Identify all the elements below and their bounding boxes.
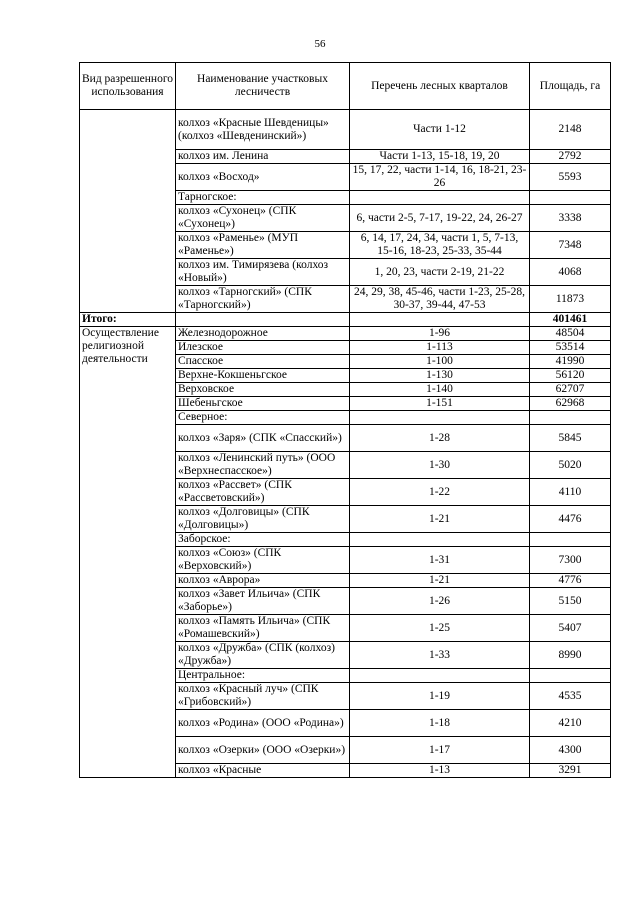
area-value: 48504 [530,327,611,341]
area-value [530,669,611,683]
area-value: 5845 [530,425,611,452]
forestry-name: колхоз «Заря» (СПК «Спасский») [176,425,350,452]
area-value: 7348 [530,232,611,259]
forestry-name: колхоз им. Ленина [176,150,350,164]
area-value: 2792 [530,150,611,164]
forestry-name: колхоз «Дружба» (СПК (колхоз) «Дружба») [176,642,350,669]
forestry-name: колхоз «Родина» (ООО «Родина») [176,710,350,737]
empty-cell [176,313,350,327]
table-row [80,110,611,150]
quarters-list: 1-130 [350,369,530,383]
forestry-name: колхоз «Память Ильича» (СПК «Ромашевский») [176,615,350,642]
forestry-name: колхоз «Аврора» [176,574,350,588]
forestry-name: колхоз «Озерки» (ООО «Озерки») [176,737,350,764]
area-value: 4110 [530,479,611,506]
quarters-list: 1-113 [350,341,530,355]
quarters-list: 1-100 [350,355,530,369]
quarters-list: 15, 17, 22, части 1-14, 16, 18-21, 23-26 [350,164,530,191]
area-value: 4776 [530,574,611,588]
area-value: 4068 [530,259,611,286]
quarters-list [350,669,530,683]
quarters-list: 1-30 [350,452,530,479]
header-row [80,63,611,110]
forestry-name: Спасское [176,355,350,369]
forestry-name: колхоз «Долговицы» (СПК «Долговицы») [176,506,350,533]
area-value: 7300 [530,547,611,574]
forestry-name: Железнодорожное [176,327,350,341]
forestry-name: колхоз «Ленинский путь» (ООО «Верхнеспасское») [176,452,350,479]
header-area: Площадь, га [530,63,611,110]
quarters-list: Части 1-12 [350,110,530,150]
area-value: 4476 [530,506,611,533]
forestry-name: колхоз «Союз» (СПК «Верховский») [176,547,350,574]
quarters-list: 1-151 [350,397,530,411]
area-value: 5593 [530,164,611,191]
forest-quarters-table [79,62,611,778]
area-value: 53514 [530,341,611,355]
forestry-name: Центральное: [176,669,350,683]
area-value: 4535 [530,683,611,710]
area-value [530,191,611,205]
category-cell: Осуществление религиозной деятельности [80,327,176,778]
page-number: 56 [314,38,326,50]
quarters-list: Части 1-13, 15-18, 19, 20 [350,150,530,164]
header-quarters: Перечень лесных кварталов [350,63,530,110]
forestry-name: Верховское [176,383,350,397]
quarters-list [350,191,530,205]
forestry-name: колхоз «Красные Шевденицы» (колхоз «Шевденинский») [176,110,350,150]
area-value: 56120 [530,369,611,383]
quarters-list: 6, 14, 17, 24, 34, части 1, 5, 7-13, 15-16, 18-23, 25-33, 35-44 [350,232,530,259]
area-value: 4210 [530,710,611,737]
forestry-name: колхоз «Раменье» (МУП «Раменье») [176,232,350,259]
forestry-name: Тарногское: [176,191,350,205]
area-value: 5020 [530,452,611,479]
total-row [80,313,611,327]
forestry-name: колхоз «Красные [176,764,350,778]
area-value: 3338 [530,205,611,232]
quarters-list: 1-19 [350,683,530,710]
area-value: 4300 [530,737,611,764]
quarters-list: 6, части 2-5, 7-17, 19-22, 24, 26-27 [350,205,530,232]
quarters-list: 1-25 [350,615,530,642]
header-use-type: Вид разрешенного использования [80,63,176,110]
forestry-name: колхоз «Тарногский» (СПК «Тарногский») [176,286,350,313]
quarters-list: 1-28 [350,425,530,452]
forestry-name: Северное: [176,411,350,425]
quarters-list: 1-21 [350,506,530,533]
forestry-name: колхоз «Сухонец» (СПК «Сухонец») [176,205,350,232]
quarters-list: 1-22 [350,479,530,506]
area-value [530,411,611,425]
forestry-name: Верхне-Кокшеньгское [176,369,350,383]
quarters-list: 24, 29, 38, 45-46, части 1-23, 25-28, 30-37, 39-44, 47-53 [350,286,530,313]
quarters-list: 1-26 [350,588,530,615]
total-area: 401461 [530,313,611,327]
area-value: 5407 [530,615,611,642]
quarters-list [350,411,530,425]
quarters-list: 1-18 [350,710,530,737]
area-value: 62707 [530,383,611,397]
quarters-list: 1-13 [350,764,530,778]
quarters-list: 1-21 [350,574,530,588]
quarters-list: 1-33 [350,642,530,669]
area-value: 2148 [530,110,611,150]
quarters-list: 1-96 [350,327,530,341]
forestry-name: Заборское: [176,533,350,547]
total-label: Итого: [80,313,176,327]
forestry-name: Илезское [176,341,350,355]
empty-cell [350,313,530,327]
area-value: 5150 [530,588,611,615]
area-value: 8990 [530,642,611,669]
forestry-name: колхоз «Завет Ильича» (СПК «Заборье») [176,588,350,615]
area-value: 62968 [530,397,611,411]
quarters-list: 1-17 [350,737,530,764]
table-row [80,327,611,341]
forestry-name: колхоз им. Тимирязева (колхоз «Новый») [176,259,350,286]
area-value: 11873 [530,286,611,313]
forestry-name: колхоз «Рассвет» (СПК «Рассветовский») [176,479,350,506]
forestry-name: колхоз «Восход» [176,164,350,191]
area-value [530,533,611,547]
quarters-list: 1, 20, 23, части 2-19, 21-22 [350,259,530,286]
quarters-list: 1-31 [350,547,530,574]
area-value: 3291 [530,764,611,778]
area-value: 41990 [530,355,611,369]
category-cell-continued [80,110,176,313]
header-forestry: Наименование участковых лесничеств [176,63,350,110]
forestry-name: Шебеньгское [176,397,350,411]
quarters-list: 1-140 [350,383,530,397]
forestry-name: колхоз «Красный луч» (СПК «Грибовский») [176,683,350,710]
quarters-list [350,533,530,547]
